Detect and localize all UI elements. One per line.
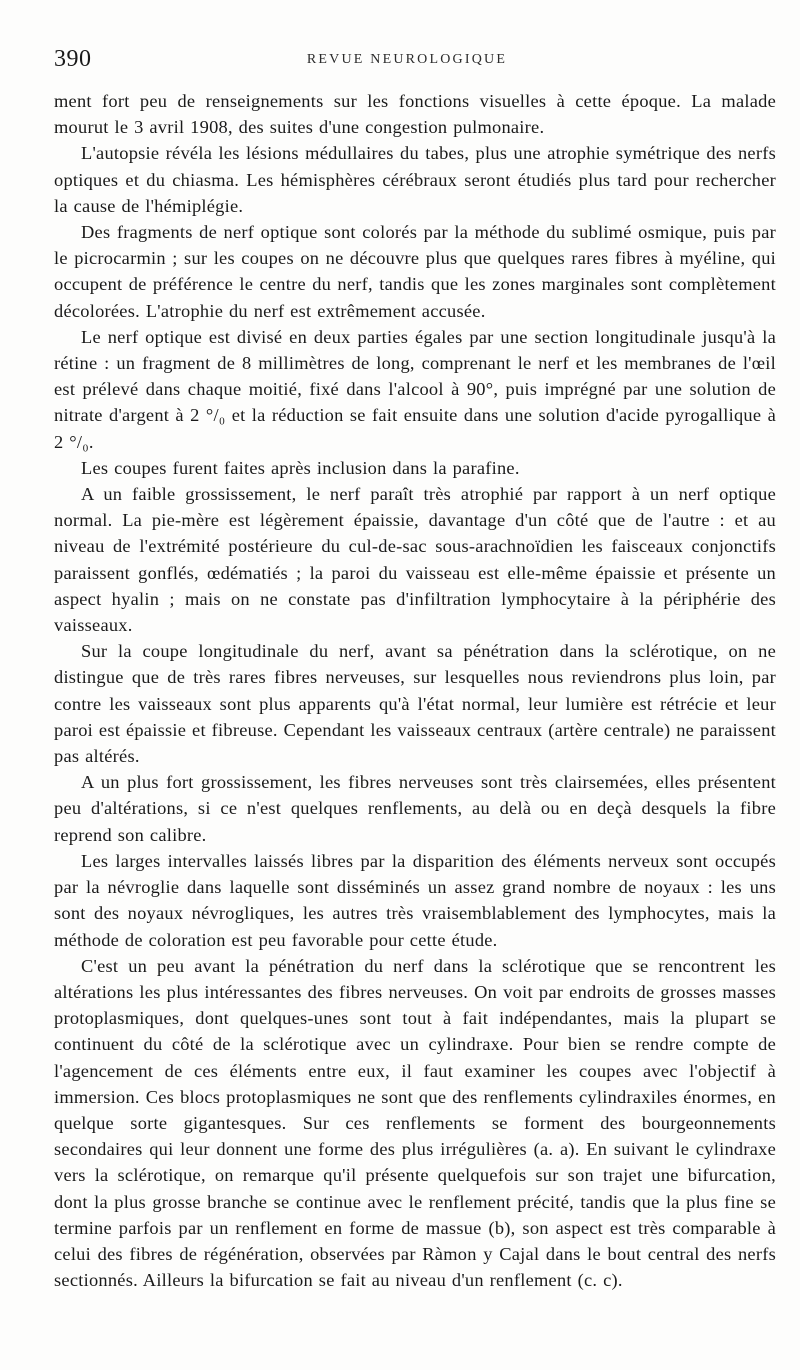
paragraph-fragments: Des fragments de nerf optique sont colorés par la méthode du sublimé osmique, puis par le picrocarmin ; sur les coupes on ne découvre plus que quelques rares fibres à myéline, qui occupent de préférence le centre du nerf, tandis que les zones marginales sont complètement décolorées. L'atrophie du nerf est extrêmement accusée. bbox=[54, 222, 776, 321]
body-text bbox=[54, 88, 776, 1293]
journal-title: REVUE NEUROLOGIQUE bbox=[306, 52, 508, 67]
paragraph-section: Le nerf optique est divisé en deux parties égales par une section longitudinale jusqu'à la rétine : un fragment de 8 millimètres de long, comprenant le nerf et les membranes de l'œil est prélevé dans chaque moitié, fixé dans l'alcool à 90°, puis imprégné par une solution de nitrate d'argent à 2 °/₀ et la réduction se fait ensuite dans une solution d'acide pyrogallique à 2 °/₀. bbox=[54, 326, 776, 452]
page-number: 390 bbox=[54, 46, 92, 72]
paragraph-autopsie: L'autopsie révéla les lésions médullaires du tabes, plus une atrophie symétrique des nerfs optiques et du chiasma. Les hémisphères cérébraux seront étudiés plus tard pour rechercher la cause de l'hémiplégie. bbox=[54, 143, 776, 216]
paragraph-fort-grossissement: A un plus fort grossissement, les fibres nerveuses sont très clairsemées, elles présentent peu d'altérations, si ce n'est quelques renflements, au delà ou en deçà desquels la fibre reprend son calibre. bbox=[54, 772, 776, 845]
paragraph-faible-grossissement: A un faible grossissement, le nerf paraît très atrophié par rapport à un nerf optique normal. La pie-mère est légèrement épaissie, davantage d'un côté que de l'autre : et au niveau de l'extrémité postérieure du cul-de-sac sous-arachnoïdien les faisceaux conjonctifs paraissent gonflés, œdématiés ; la paroi du vaisseau est elle-même épaissie et présente un aspect hyalin ; mais on ne constate pas d'infiltration lymphocytaire à la périphérie des vaisseaux. bbox=[54, 484, 776, 636]
paragraph-intervalles: Les larges intervalles laissés libres par la disparition des éléments nerveux sont occupés par la névroglie dans laquelle sont disséminés un assez grand nombre de noyaux : les uns sont des noyaux névrogliques, les autres très vraisemblablement des lymphocytes, mais la méthode de coloration est peu favorable pour cette étude. bbox=[54, 850, 776, 950]
paragraph-continuation: ment fort peu de renseignements sur les fonctions visuelles à cette époque. La malade mourut le 3 avril 1908, des suites d'une congestion pulmonaire. bbox=[54, 91, 776, 138]
paragraph-coupes: Les coupes furent faites après inclusion dans la parafine. bbox=[81, 457, 520, 478]
running-head bbox=[54, 46, 760, 76]
paragraph-penetration: C'est un peu avant la pénétration du nerf dans la sclérotique que se rencontrent les altérations les plus intéressantes des fibres nerveuses. On voit par endroits de grosses masses protoplasmiques, dont quelques-unes sont tout à fait indépendantes, mais la plupart se continuent du côté de la sclérotique avec un cylindraxe. Pour bien se rendre compte de l'agencement de ces éléments entre eux, il faut examiner les coupes avec l'objectif à immersion. Ces blocs protoplasmiques ne sont que des renflements cylindraxiles énormes, en quelque sorte gigantesques. Sur ces renflements se forment des bourgeonnements secondaires qui leur donnent une forme des plus irrégulières (a. a). En suivant le cylindraxe vers la sclérotique, on remarque qu'il présente quelquefois sur son trajet une bifurcation, dont la plus grosse branche se continue avec le renflement précité, tandis que la plus fine se termine parfois par un renflement en forme de massue (b), son aspect est très comparable à celui des fibres de régénération, observées par Ràmon y Cajal dans le bout central des nerfs sectionnés. Ailleurs la bifurcation se fait au niveau d'un renflement (c. c). bbox=[54, 955, 776, 1291]
paragraph-coupe-longitudinale: Sur la coupe longitudinale du nerf, avant sa pénétration dans la sclérotique, on ne distingue que de très rares fibres nerveuses, sur lesquelles nous reviendrons plus loin, par contre les vaisseaux sont plus apparents qu'à l'état normal, leur lumière est rétrécie et leur paroi est épaissie et fibreuse. Cependant les vaisseaux centraux (artère centrale) ne paraissent pas altérés. bbox=[54, 641, 776, 767]
